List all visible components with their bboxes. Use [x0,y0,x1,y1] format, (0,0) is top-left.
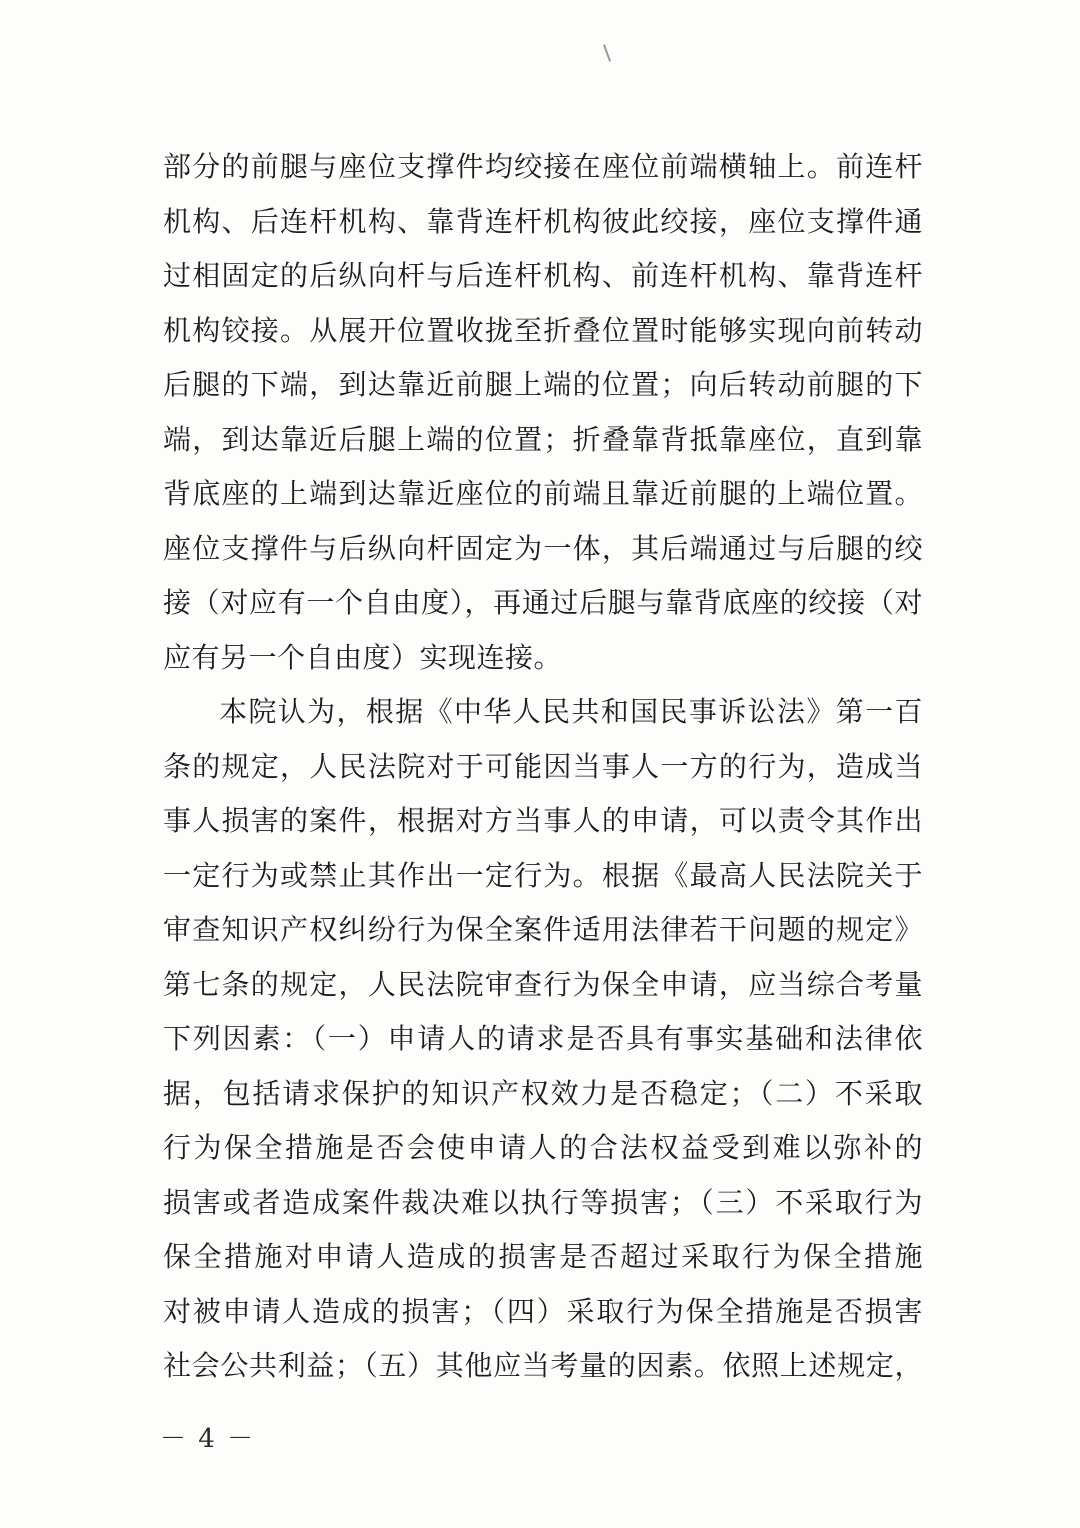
text-line: 部分的前腿与座位支撑件均绞接在座位前端横轴上。前连杆 [163,150,923,183]
text-line: 据，包括请求保护的知识产权效力是否稳定；（二）不采取 [163,1076,923,1110]
text-line: 社会公共利益；（五）其他应当考量的因素。依照上述规定， [163,1349,923,1382]
text-line: 损害或者造成案件裁决难以执行等损害；（三）不采取行为 [163,1185,923,1219]
text-line: 一定行为或禁止其作出一定行为。根据《最高人民法院关于 [163,858,923,892]
text-line: 背底座的上端到达靠近座位的前端且靠近前腿的上端位置。 [163,477,923,510]
text-line: 接（对应有一个自由度），再通过后腿与靠背底座的绞接（对 [163,586,923,619]
text-line: 应有另一个自由度）实现连接。 [163,640,563,674]
text-line: 条的规定，人民法院对于可能因当事人一方的行为，造成当 [163,749,923,783]
page-number: － 4 － [160,1424,256,1454]
text-line: 本院认为，根据《中华人民共和国民事诉讼法》第一百 [219,695,923,728]
text-line: 后腿的下端，到达靠近前腿上端的位置；向后转动前腿的下 [163,368,923,401]
text-line: 过相固定的后纵向杆与后连杆机构、前连杆机构、靠背连杆 [163,259,923,292]
text-line: 机构、后连杆机构、靠背连杆机构彼此绞接，座位支撑件通 [163,204,923,238]
document-body [163,140,923,1394]
text-line: 事人损害的案件，根据对方当事人的申请，可以责令其作出 [163,804,923,837]
text-line: 保全措施对申请人造成的损害是否超过采取行为保全措施 [163,1240,923,1273]
text-line: 端，到达靠近后腿上端的位置；折叠靠背抵靠座位，直到靠 [163,422,923,456]
text-line: 第七条的规定，人民法院审查行为保全申请，应当综合考量 [163,967,923,1001]
scan-speck [603,44,611,62]
text-line: 对被申请人造成的损害；（四）采取行为保全措施是否损害 [163,1294,923,1328]
text-line: 机构铰接。从展开位置收拢至折叠位置时能够实现向前转动 [163,313,923,347]
text-line: 座位支撑件与后纵向杆固定为一体，其后端通过与后腿的绞 [163,531,923,565]
text-line: 下列因素：（一）申请人的请求是否具有事实基础和法律依 [163,1022,923,1055]
text-line: 审查知识产权纠纷行为保全案件适用法律若干问题的规定》 [163,913,923,946]
text-line: 行为保全措施是否会使申请人的合法权益受到难以弥补的 [163,1131,923,1164]
